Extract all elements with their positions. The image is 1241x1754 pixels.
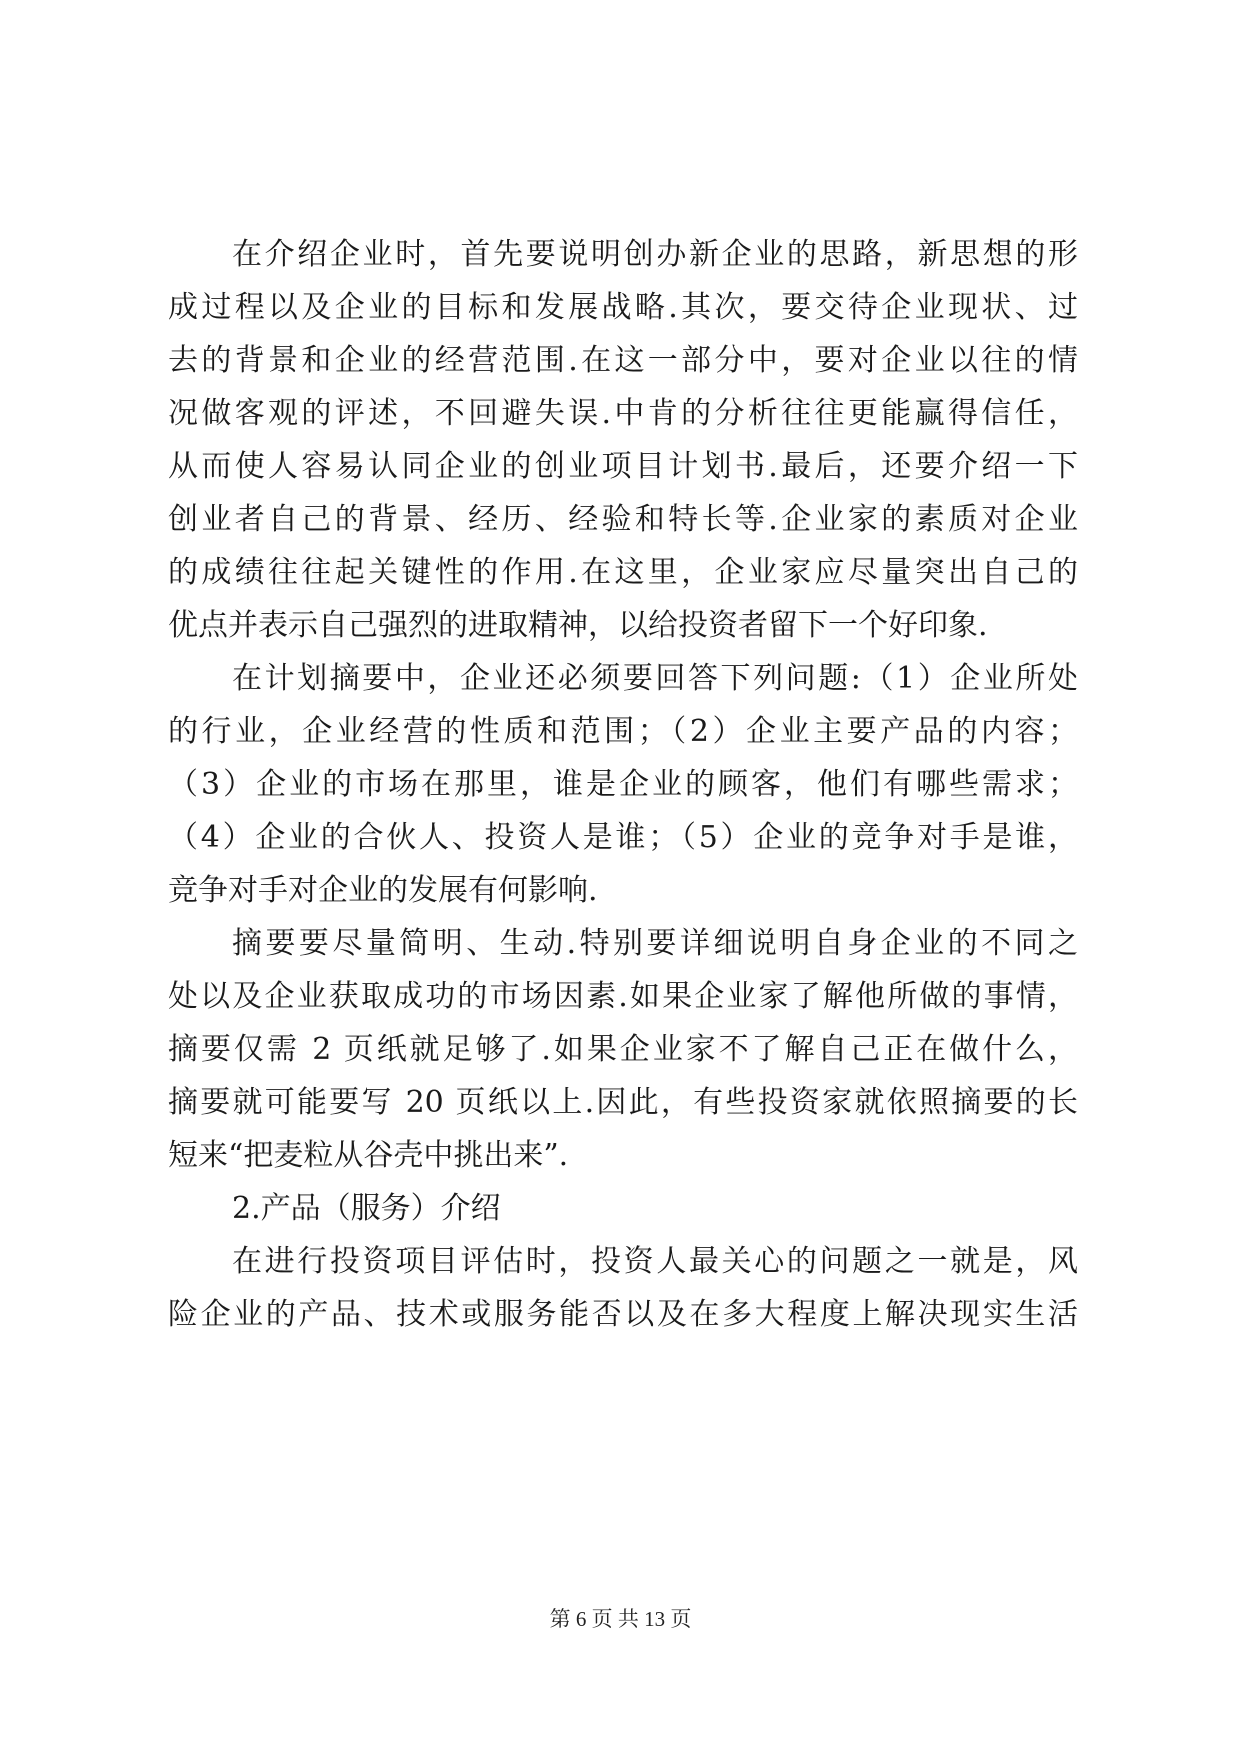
page-number-footer: 第 6 页 共 13 页 bbox=[549, 1607, 692, 1631]
text-line: 在计划摘要中，企业还必须要回答下列问题:（1）企业所处 bbox=[232, 661, 1078, 696]
text-line: 成过程以及企业的目标和发展战略.其次，要交待企业现状、过 bbox=[168, 290, 1078, 325]
text-line: 的成绩往往起关键性的作用.在这里，企业家应尽量突出自己的 bbox=[168, 555, 1078, 590]
text-line: 在介绍企业时，首先要说明创办新企业的思路，新思想的形 bbox=[232, 237, 1078, 272]
text-line: 在进行投资项目评估时，投资人最关心的问题之一就是，风 bbox=[232, 1244, 1078, 1279]
text-line: （4）企业的合伙人、投资人是谁；（5）企业的竞争对手是谁， bbox=[168, 820, 1078, 855]
text-line: 从而使人容易认同企业的创业项目计划书.最后，还要介绍一下 bbox=[168, 449, 1078, 484]
text-line: （3）企业的市场在那里，谁是企业的顾客，他们有哪些需求； bbox=[168, 767, 1078, 802]
text-line: 创业者自己的背景、经历、经验和特长等.企业家的素质对企业 bbox=[168, 502, 1078, 537]
text-line: 摘要要尽量简明、生动.特别要详细说明自身企业的不同之 bbox=[232, 926, 1078, 961]
text-line: 竞争对手对企业的发展有何影响. bbox=[168, 873, 598, 908]
text-line: 短来“把麦粒从谷壳中挑出来”. bbox=[168, 1138, 569, 1173]
text-line: 险企业的产品、技术或服务能否以及在多大程度上解决现实生活 bbox=[168, 1297, 1078, 1332]
document-body bbox=[168, 228, 1078, 1341]
text-line: 的行业，企业经营的性质和范围；（2）企业主要产品的内容； bbox=[168, 714, 1078, 749]
text-line: 去的背景和企业的经营范围.在这一部分中，要对企业以往的情 bbox=[168, 343, 1078, 378]
text-line: 况做客观的评述，不回避失误.中肯的分析往往更能赢得信任， bbox=[168, 396, 1078, 431]
text-line: 摘要就可能要写 20 页纸以上.因此，有些投资家就依照摘要的长 bbox=[168, 1085, 1078, 1120]
section-heading: 2.产品（服务）介绍 bbox=[232, 1191, 501, 1226]
text-line: 处以及企业获取成功的市场因素.如果企业家了解他所做的事情， bbox=[168, 979, 1078, 1014]
text-line: 优点并表示自己强烈的进取精神，以给投资者留下一个好印象. bbox=[168, 608, 988, 643]
text-line: 摘要仅需 2 页纸就足够了.如果企业家不了解自己正在做什么， bbox=[168, 1032, 1078, 1067]
